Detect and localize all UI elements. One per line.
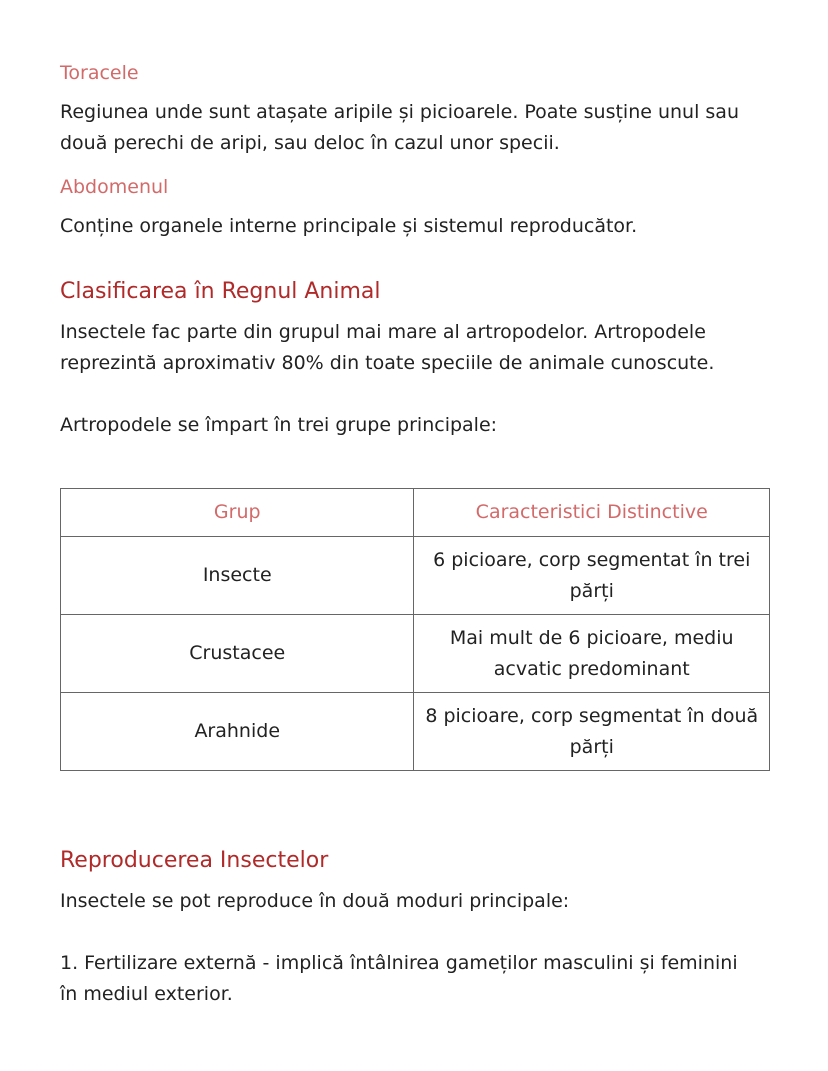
abdomen-heading: Abdomenul	[60, 176, 169, 198]
classification-heading: Clasificarea în Regnul Animal	[60, 279, 381, 304]
table-header-characteristics: Caracteristici Distinctive	[414, 489, 770, 537]
arthropod-groups-table	[60, 488, 770, 771]
table-cell-group: Crustacee	[61, 615, 414, 693]
table-row	[61, 537, 770, 615]
table-header-row	[61, 489, 770, 537]
table-cell-characteristics: 6 picioare, corp segmentat în trei părți	[414, 537, 770, 615]
table-cell-group: Insecte	[61, 537, 414, 615]
table-cell-group: Arahnide	[61, 693, 414, 771]
groups-intro-paragraph: Artropodele se împart în trei grupe principale:	[60, 414, 498, 436]
reproduction-paragraph: Insectele se pot reproduce în două moduri principale:	[60, 890, 570, 912]
reproduction-heading: Reproducerea Insectelor	[60, 848, 329, 873]
reproduction-list-item-1: 1. Fertilizare externă - implică întâlnirea gameților masculini și feminini în mediul exterior.	[60, 952, 738, 1005]
table-header-group: Grup	[61, 489, 414, 537]
table-row	[61, 693, 770, 771]
classification-paragraph: Insectele fac parte din grupul mai mare al artropodelor. Artropodele reprezintă aproximativ 80% din toate speciile de animale cunoscute.	[60, 321, 715, 374]
table-cell-characteristics: Mai mult de 6 picioare, mediu acvatic predominant	[414, 615, 770, 693]
table-cell-characteristics: 8 picioare, corp segmentat în două părți	[414, 693, 770, 771]
table-row	[61, 615, 770, 693]
thorax-heading: Toracele	[60, 62, 139, 84]
thorax-paragraph: Regiunea unde sunt atașate aripile și picioarele. Poate susține unul sau două perechi de aripi, sau deloc în cazul unor specii.	[60, 101, 739, 154]
abdomen-paragraph: Conține organele interne principale și sistemul reproducător.	[60, 215, 638, 237]
